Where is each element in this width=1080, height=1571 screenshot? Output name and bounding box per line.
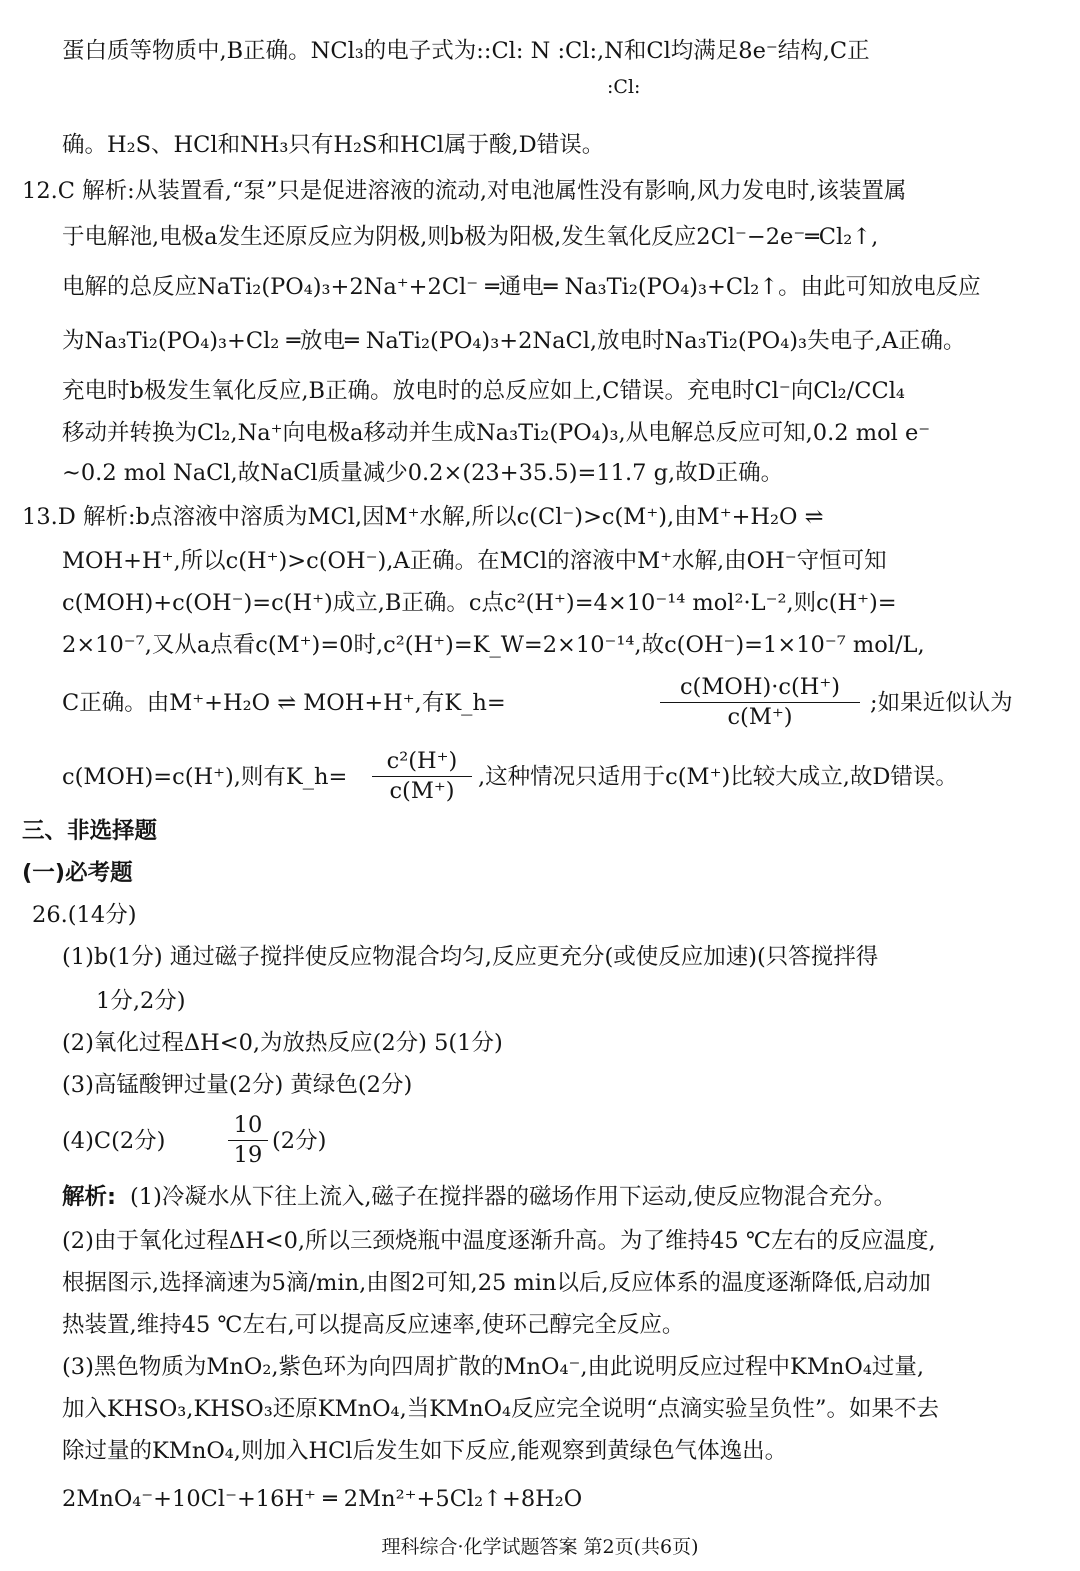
text-line: MOH+H⁺,所以c(H⁺)>c(OH⁻),A正确。在MCl的溶液中M⁺水解,由OH⁻守恒可知 xyxy=(62,548,887,574)
answer-line: (2分) xyxy=(272,1128,327,1154)
subsection-heading: (一)必考题 xyxy=(22,860,133,886)
analysis-line: 除过量的KMnO₄,则加入HCl后发生如下反应,能观察到黄绿色气体逸出。 xyxy=(62,1438,788,1464)
text-line: 充电时b极发生氧化反应,B正确。放电时的总反应如上,C错误。充电时Cl⁻向Cl₂/CCl₄ xyxy=(62,378,905,404)
fraction-bar xyxy=(660,702,860,703)
analysis-line: 加入KHSO₃,KHSO₃还原KMnO₄,当KMnO₄反应完全说明“点滴实验呈负性”。如果不去 xyxy=(62,1396,940,1422)
text-line: 蛋白质等物质中,B正确。NCl₃的电子式为::Cl: N :Cl:,N和Cl均满足8e⁻结构,C正 xyxy=(62,38,870,64)
text-line: 确。H₂S、HCl和NH₃只有H₂S和HCl属于酸,D错误。 xyxy=(62,132,605,158)
text-line: c(MOH)+c(OH⁻)=c(H⁺)成立,B正确。c点c²(H⁺)=4×10⁻¹⁴ mol²·L⁻²,则c(H⁺)= xyxy=(62,590,897,616)
analysis-line: 根据图示,选择滴速为5滴/min,由图2可知,25 min以后,反应体系的温度逐渐降低,启动加 xyxy=(62,1270,931,1296)
analysis-line: (2)由于氧化过程ΔH<0,所以三颈烧瓶中温度逐渐升高。为了维持45 ℃左右的反应温度, xyxy=(62,1228,936,1254)
fraction-denominator: 19 xyxy=(233,1141,263,1168)
fraction-denominator: c(M⁺) xyxy=(727,703,793,730)
question-number: 26.(14分) xyxy=(32,902,137,928)
text-line: 于电解池,电极a发生还原反应为阴极,则b极为阳极,发生氧化反应2Cl⁻−2e⁻═Cl₂↑, xyxy=(62,224,879,250)
text-line: ~0.2 mol NaCl,故NaCl质量减少0.2×(23+35.5)=11.7 g,故D正确。 xyxy=(62,460,784,486)
analysis-line: (1)冷凝水从下往上流入,磁子在搅拌器的磁场作用下运动,使反应物混合充分。 xyxy=(130,1184,897,1210)
fraction-bar xyxy=(228,1140,268,1141)
answer-line: (4)C(2分) xyxy=(62,1128,166,1154)
fraction-bar xyxy=(372,776,472,777)
page-footer: 理科综合·化学试题答案 第2页(共6页) xyxy=(381,1536,699,1558)
text-line: 移动并转换为Cl₂,Na⁺向电极a移动并生成Na₃Ti₂(PO₄)₃,从电解总反应可知,0.2 mol e⁻ xyxy=(62,420,931,446)
answer-fraction xyxy=(228,1114,268,1166)
equation-line: 2MnO₄⁻+10Cl⁻+16H⁺ ═ 2Mn²⁺+5Cl₂↑+8H₂O xyxy=(62,1486,583,1512)
kh-fraction-1 xyxy=(660,676,860,728)
fraction-numerator: c²(H⁺) xyxy=(386,748,458,774)
kh-fraction-2 xyxy=(372,750,472,802)
electron-formula-sub: :Cl: xyxy=(607,76,641,98)
fraction-numerator: 10 xyxy=(233,1112,263,1138)
text-line: C正确。由M⁺+H₂O ⇌ MOH+H⁺,有K_h= xyxy=(62,690,506,716)
text-line: 12.C 解析:从装置看,“泵”只是促进溶液的流动,对电池属性没有影响,风力发电时,该装置属 xyxy=(22,178,907,204)
answer-line: 1分,2分) xyxy=(96,988,186,1014)
text-line: c(MOH)=c(H⁺),则有K_h= xyxy=(62,764,348,790)
text-line: ,这种情况只适用于c(M⁺)比较大成立,故D错误。 xyxy=(478,764,958,790)
answer-line: (2)氧化过程ΔH<0,为放热反应(2分) 5(1分) xyxy=(62,1030,503,1056)
text-line: 13.D 解析:b点溶液中溶质为MCl,因M⁺水解,所以c(Cl⁻)>c(M⁺),由M⁺+H₂O ⇌ xyxy=(22,504,824,530)
text-line: 2×10⁻⁷,又从a点看c(M⁺)=0时,c²(H⁺)=K_W=2×10⁻¹⁴,故c(OH⁻)=1×10⁻⁷ mol/L, xyxy=(62,632,925,658)
fraction-numerator: c(MOH)·c(H⁺) xyxy=(679,674,841,700)
text-line: 电解的总反应NaTi₂(PO₄)₃+2Na⁺+2Cl⁻ ═通电═ Na₃Ti₂(PO₄)₃+Cl₂↑。由此可知放电反应 xyxy=(62,274,981,300)
section-heading: 三、非选择题 xyxy=(22,818,158,844)
analysis-line: (3)黑色物质为MnO₂,紫色环为向四周扩散的MnO₄⁻,由此说明反应过程中KMnO₄过量, xyxy=(62,1354,924,1380)
text-line: ;如果近似认为 xyxy=(870,690,1013,716)
answer-line: (1)b(1分) 通过磁子搅拌使反应物混合均匀,反应更充分(或使反应加速)(只答搅拌得 xyxy=(62,944,879,970)
analysis-label: 解析: xyxy=(62,1184,116,1210)
fraction-denominator: c(M⁺) xyxy=(389,777,455,804)
text-line: 为Na₃Ti₂(PO₄)₃+Cl₂ ═放电═ NaTi₂(PO₄)₃+2NaCl,放电时Na₃Ti₂(PO₄)₃失电子,A正确。 xyxy=(62,328,966,354)
analysis-line: 热装置,维持45 ℃左右,可以提高反应速率,使环己醇完全反应。 xyxy=(62,1312,685,1338)
answer-line: (3)高锰酸钾过量(2分) 黄绿色(2分) xyxy=(62,1072,413,1098)
